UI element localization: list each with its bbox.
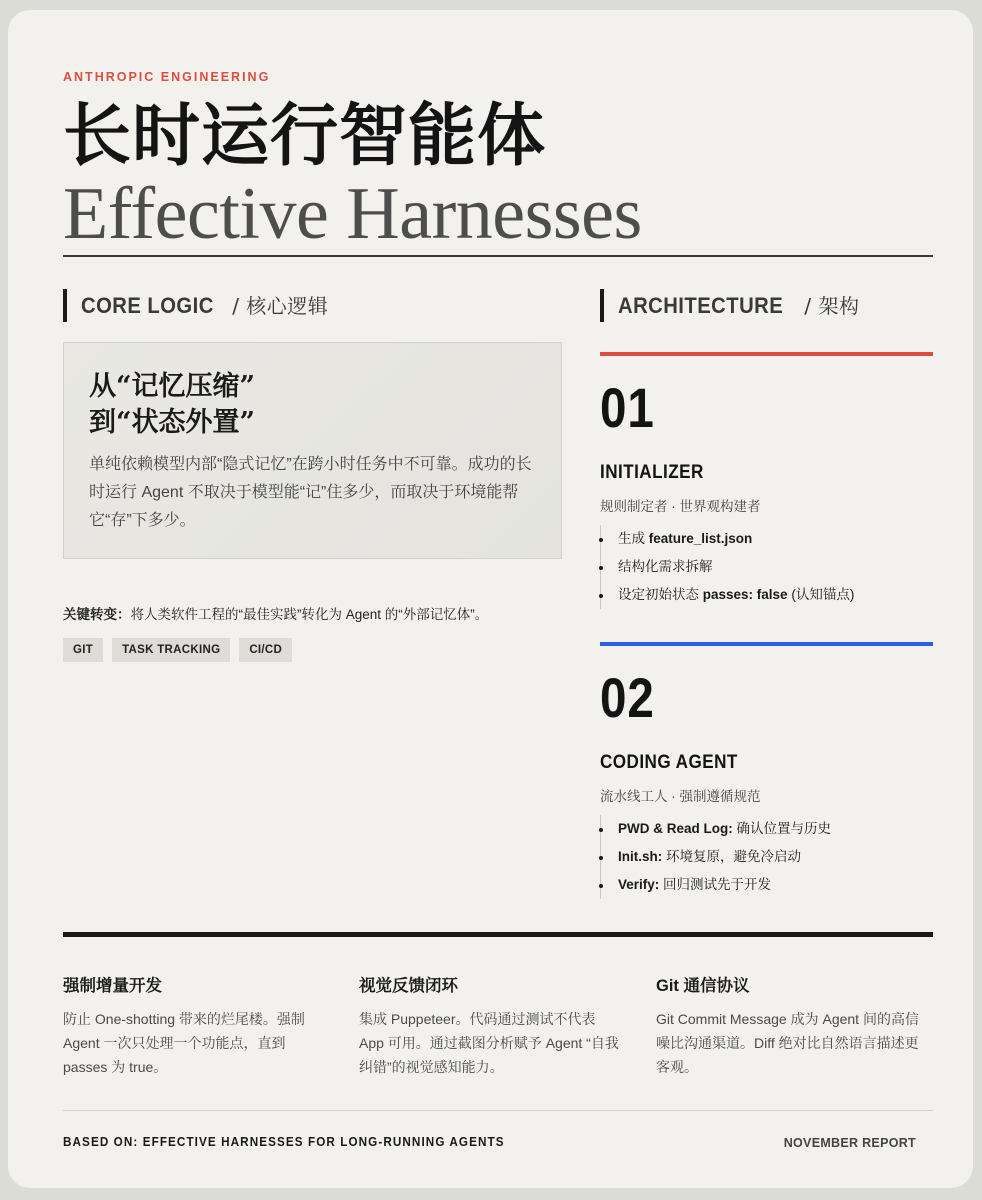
tag-git: GIT <box>63 638 103 662</box>
arch-number: 02 <box>600 666 655 729</box>
report-card <box>8 10 973 1188</box>
arch-accent-bar <box>600 352 933 356</box>
core-heading-en: CORE LOGIC <box>81 293 214 318</box>
feature-incremental-dev <box>63 972 328 1079</box>
feature-body: 防止 One-shotting 带来的烂尾楼。强制 Agent 一次只处理一个功能点，直到 passes 为 true。 <box>63 1011 305 1075</box>
tag-task-tracking: TASK TRACKING <box>112 638 230 662</box>
list-item: PWD & Read Log: 确认位置与历史 <box>618 815 933 843</box>
feature-title: 视觉反馈闭环 <box>359 977 458 995</box>
footer-source: BASED ON: EFFECTIVE HARNESSES FOR LONG-RUNNING AGENTS <box>63 1134 505 1149</box>
arch-accent-bar <box>600 642 933 646</box>
feature-git-protocol <box>656 972 921 1079</box>
core-heading-sep: / <box>225 294 247 318</box>
arch-heading-cn: 架构 <box>818 294 860 318</box>
arch-name: INITIALIZER <box>600 462 704 483</box>
arch-heading-en: ARCHITECTURE <box>618 293 784 318</box>
list-item: 设定初始状态 passes: false (认知锚点) <box>618 581 933 609</box>
list-item: Verify: 回归测试先于开发 <box>618 871 933 899</box>
footer-report-label: NOVEMBER REPORT <box>783 1136 916 1150</box>
footer-divider <box>63 1110 933 1111</box>
arch-item-list <box>600 815 933 899</box>
key-shift <box>63 603 488 623</box>
quote-title <box>89 369 255 441</box>
key-shift-text: 将人类软件工程的“最佳实践”转化为 Agent 的“外部记忆体”。 <box>130 607 489 622</box>
feature-body: Git Commit Message 成为 Agent 间的高信噪比沟通渠道。Diff 绝对比自然语言描述更客观。 <box>656 1011 919 1075</box>
feature-title: Git 通信协议 <box>656 977 750 995</box>
quote-body: 单纯依赖模型内部“隐式记忆”在跨小时任务中不可靠。成功的长时运行 Agent 不取决于模型能“记”住多少，而取决于环境能帮它“存”下多少。 <box>89 456 532 529</box>
feature-title: 强制增量开发 <box>63 977 162 995</box>
title-divider <box>63 255 933 257</box>
brand-label: ANTHROPIC ENGINEERING <box>63 70 271 84</box>
arch-number: 01 <box>600 376 655 439</box>
page-title-en: Effective Harnesses <box>63 173 642 255</box>
core-heading-cn: 核心逻辑 <box>246 294 329 318</box>
tag-ci-cd: CI/CD <box>239 638 292 662</box>
quote-title-line-2: 到“状态外置” <box>89 407 256 438</box>
arch-name: CODING AGENT <box>600 752 738 773</box>
feature-body: 集成 Puppeteer。代码通过测试不代表 App 可用。通过截图分析赋予 Agent “自我纠错”的视觉感知能力。 <box>359 1011 619 1075</box>
tag-list <box>63 638 292 662</box>
architecture-heading <box>600 289 860 322</box>
arch-block-initializer <box>600 352 933 602</box>
arch-subtitle: 规则制定者 · 世界观构建者 <box>600 499 761 514</box>
section-divider <box>63 932 933 937</box>
list-item: 结构化需求拆解 <box>618 553 933 581</box>
list-item: Init.sh: 环境复原，避免冷启动 <box>618 843 933 871</box>
quote-title-line-1: 从“记忆压缩” <box>89 371 256 402</box>
arch-block-coding-agent <box>600 642 933 892</box>
arch-heading-sep: / <box>797 294 819 318</box>
key-shift-label: 关键转变： <box>63 607 131 622</box>
list-item: 生成 feature_list.json <box>618 525 933 553</box>
core-quote-box <box>63 342 562 559</box>
feature-visual-feedback <box>359 972 624 1079</box>
arch-item-list <box>600 525 933 609</box>
arch-subtitle: 流水线工人 · 强制遵循规范 <box>600 789 761 804</box>
page-title-cn: 长时运行智能体 <box>63 96 547 176</box>
core-logic-heading <box>63 289 328 322</box>
